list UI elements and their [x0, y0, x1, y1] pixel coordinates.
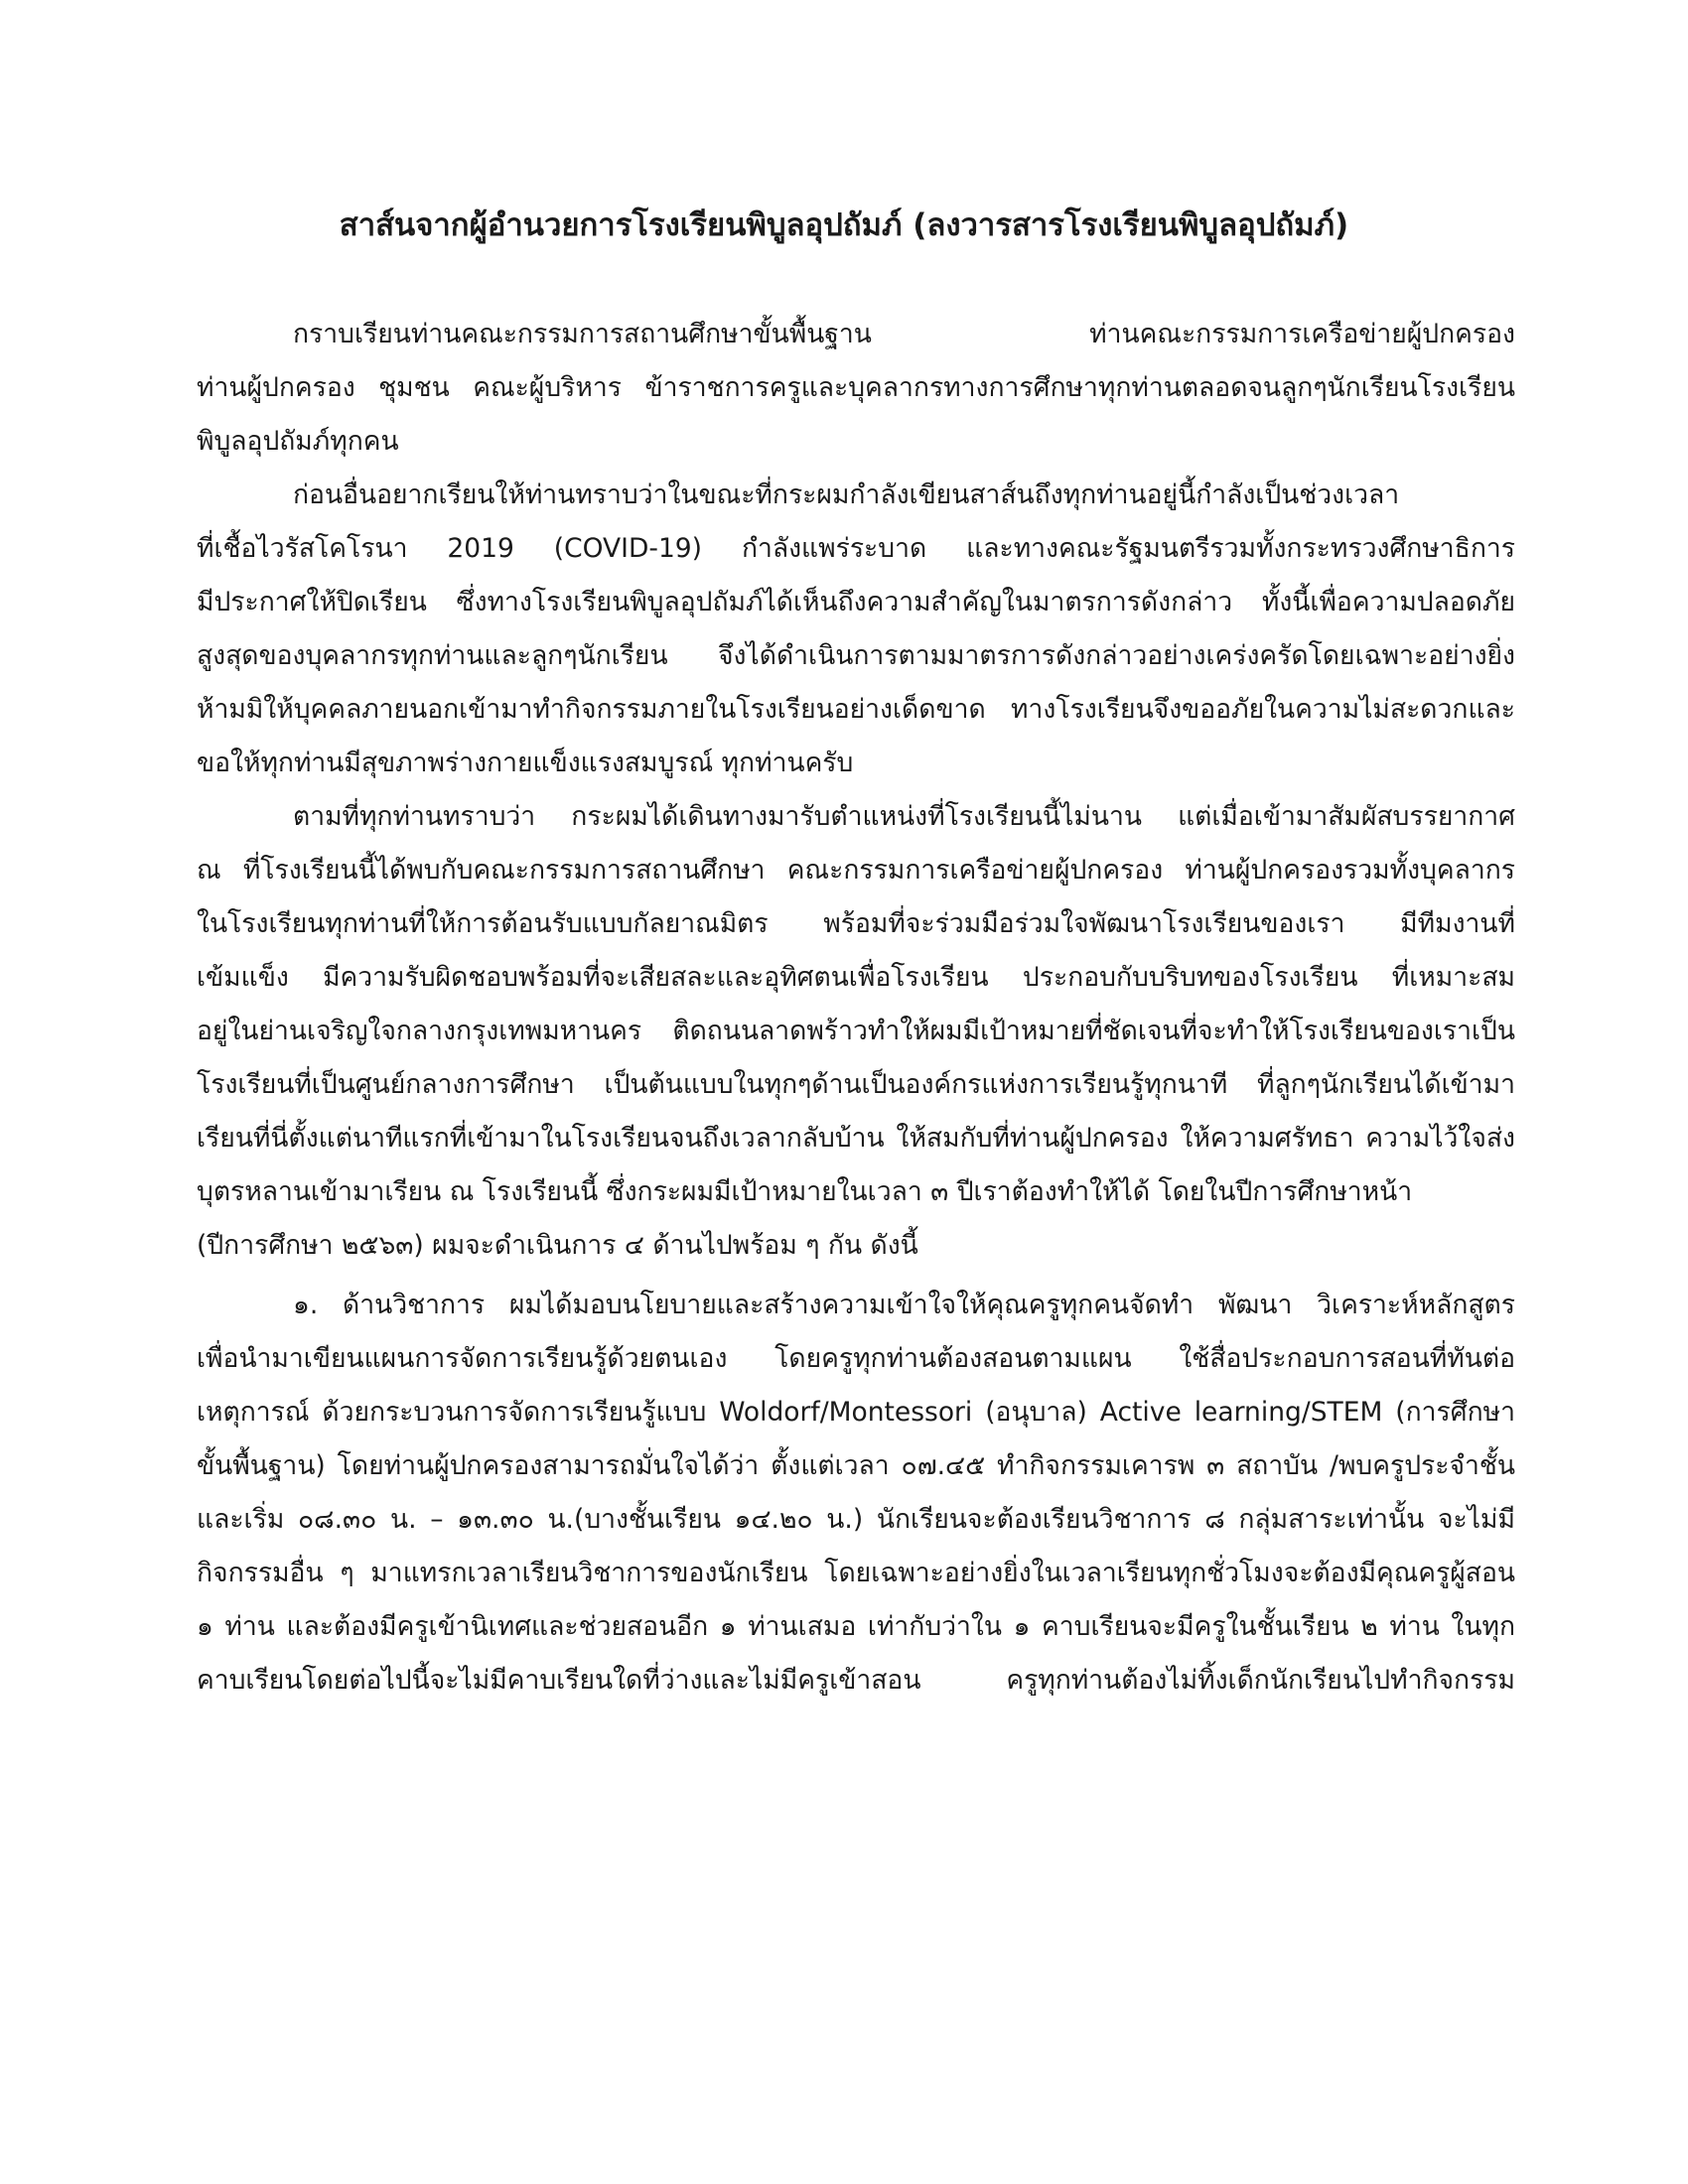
text-line: โรงเรียนที่เป็นศูนย์กลางการศึกษา เป็นต้นแบบในทุกๆด้านเป็นองค์กรแห่งการเรียนรู้ทุกนาที ที่ลูกๆนักเรียนได้เข้ามา [197, 1069, 1515, 1100]
text-line: ที่เชื้อไวรัสโคโรนา 2019 (COVID-19) กำลังแพร่ระบาด และทางคณะรัฐมนตรีรวมทั้งกระทรวงศึกษาธิการ [197, 533, 1515, 564]
text-line: เรียนที่นี่ตั้งแต่นาทีแรกที่เข้ามาในโรงเรียนจนถึงเวลากลับบ้าน ให้สมกับที่ท่านผู้ปกครอง ให้ความศรัทธา ความไว้ใจส่ง [197, 1123, 1515, 1154]
text-line: ตามที่ทุกท่านทราบว่า กระผมได้เดินทางมารับตำแหน่งที่โรงเรียนนี้ไม่นาน แต่เมื่อเข้ามาสัมผัสบรรยากาศ [293, 801, 1515, 832]
text-line: พิบูลอุปถัมภ์ทุกคน [197, 426, 399, 457]
text-line: มีประกาศให้ปิดเรียน ซึ่งทางโรงเรียนพิบูลอุปถัมภ์ได้เห็นถึงความสำคัญในมาตรการดังกล่าว ทั้งนี้เพื่อความปลอดภัย [197, 587, 1515, 617]
text-line: ท่านผู้ปกครอง ชุมชน คณะผู้บริหาร ข้าราชการครูและบุคลากรทางการศึกษาทุกท่านตลอดจนลูกๆนักเรียนโรงเรียน [197, 372, 1515, 403]
document-title: สาส์นจากผู้อำนวยการโรงเรียนพิบูลอุปถัมภ์ (ลงวารสารโรงเรียนพิบูลอุปถัมภ์) [339, 207, 1349, 243]
text-line: ก่อนอื่นอยากเรียนให้ท่านทราบว่าในขณะที่กระผมกำลังเขียนสาส์นถึงทุกท่านอยู่นี้กำลังเป็นช่วงเวลา [293, 479, 1400, 510]
text-line: ขอให้ทุกท่านมีสุขภาพร่างกายแข็งแรงสมบูรณ์ ทุกท่านครับ [197, 748, 854, 778]
text-line: ห้ามมิให้บุคคลภายนอกเข้ามาทำกิจกรรมภายในโรงเรียนอย่างเด็ดขาด ทางโรงเรียนจึงขออภัยในความไม่สะดวกและ [197, 694, 1515, 725]
text-line: เข้มแข็ง มีความรับผิดชอบพร้อมที่จะเสียสละและอุทิศตนเพื่อโรงเรียน ประกอบกับบริบทของโรงเรียน ที่เหมาะสม [197, 962, 1515, 993]
text-line: ณ ที่โรงเรียนนี้ได้พบกับคณะกรรมการสถานศึกษา คณะกรรมการเครือข่ายผู้ปกครอง ท่านผู้ปกครองรวมทั้งบุคลากร [197, 855, 1515, 886]
text-line: เหตุการณ์ ด้วยกระบวนการจัดการเรียนรู้แบบ Woldorf/Montessori (อนุบาล) Active learning/STEM (การศึกษา [197, 1397, 1515, 1428]
text-line: ในโรงเรียนทุกท่านที่ให้การต้อนรับแบบกัลยาณมิตร พร้อมที่จะร่วมมือร่วมใจพัฒนาโรงเรียนของเรา มีทีมงานที่ [197, 908, 1515, 939]
text-line: บุตรหลานเข้ามาเรียน ณ โรงเรียนนี้ ซึ่งกระผมมีเป้าหมายในเวลา ๓ ปีเราต้องทำให้ได้ โดยในปีการศึกษาหน้า [197, 1176, 1413, 1207]
text-line: (ปีการศึกษา ๒๕๖๓) ผมจะดำเนินการ ๔ ด้านไปพร้อม ๆ กัน ดังนี้ [197, 1230, 918, 1261]
text-line: กราบเรียนท่านคณะกรรมการสถานศึกษาขั้นพื้นฐาน ท่านคณะกรรมการเครือข่ายผู้ปกครอง [293, 319, 1515, 349]
text-line: เพื่อนำมาเขียนแผนการจัดการเรียนรู้ด้วยตนเอง โดยครูทุกท่านต้องสอนตามแผน ใช้สื่อประกอบการสอนที่ทันต่อ [197, 1343, 1515, 1374]
text-line: ๑ ท่าน และต้องมีครูเข้านิเทศและช่วยสอนอีก ๑ ท่านเสมอ เท่ากับว่าใน ๑ คาบเรียนจะมีครูในชั้นเรียน ๒ ท่าน ในทุก [197, 1611, 1515, 1642]
text-line: ๑. ด้านวิชาการ ผมได้มอบนโยบายและสร้างความเข้าใจให้คุณครูทุกคนจัดทำ พัฒนา วิเคราะห์หลักสูตร [293, 1290, 1515, 1320]
text-line: อยู่ในย่านเจริญใจกลางกรุงเทพมหานคร ติดถนนลาดพร้าวทำให้ผมมีเป้าหมายที่ชัดเจนที่จะทำให้โรงเรียนของเราเป็น [197, 1016, 1515, 1046]
text-line: คาบเรียนโดยต่อไปนี้จะไม่มีคาบเรียนใดที่ว่างและไม่มีครูเข้าสอน ครูทุกท่านต้องไม่ทิ้งเด็กนักเรียนไปทำกิจกรรม [197, 1665, 1515, 1696]
text-line: และเริ่ม ๐๘.๓๐ น. – ๑๓.๓๐ น.(บางชั้นเรียน ๑๔.๒๐ น.) นักเรียนจะต้องเรียนวิชาการ ๘ กลุ่มสาระเท่านั้น จะไม่มี [197, 1504, 1515, 1535]
text-line: กิจกรรมอื่น ๆ มาแทรกเวลาเรียนวิชาการของนักเรียน โดยเฉพาะอย่างยิ่งในเวลาเรียนทุกชั่วโมงจะต้องมีคุณครูผู้สอน [197, 1558, 1515, 1588]
text-line: สูงสุดของบุคลากรทุกท่านและลูกๆนักเรียน จึงได้ดำเนินการตามมาตรการดังกล่าวอย่างเคร่งครัดโดยเฉพาะอย่างยิ่ง [197, 640, 1515, 671]
text-line: ขั้นพื้นฐาน) โดยท่านผู้ปกครองสามารถมั่นใจได้ว่า ตั้งแต่เวลา ๐๗.๔๕ ทำกิจกรรมเคารพ ๓ สถาบัน /พบครูประจำชั้น [197, 1450, 1515, 1481]
